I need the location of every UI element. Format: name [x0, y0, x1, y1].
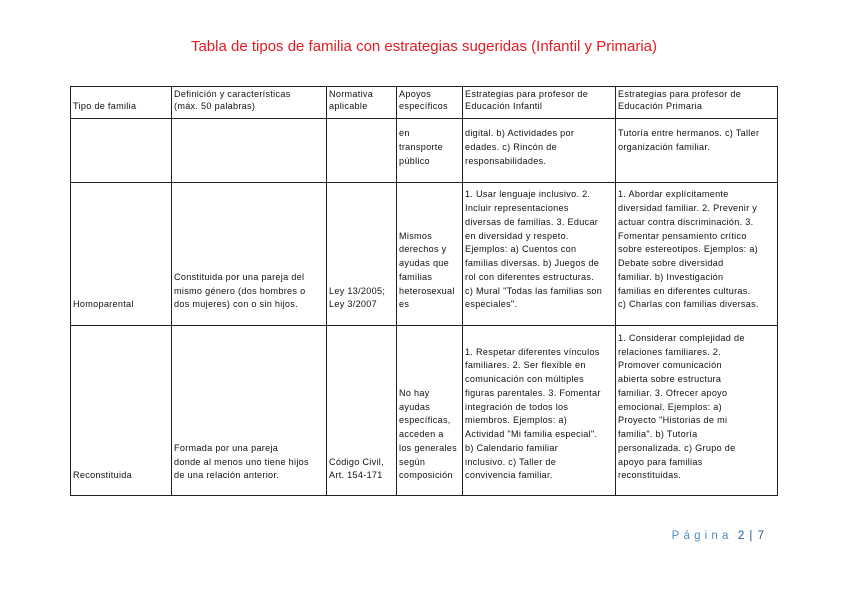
- cell-definicion: [172, 119, 327, 183]
- header-apoyos: Apoyos específicos: [397, 87, 463, 119]
- page-number: 2 | 7: [737, 530, 765, 542]
- cell-estrategias-infantil: 1. Respetar diferentes vínculos familiares. 2. Ser flexible en comunicación con múltiples figuras parentales. 3. Fomentar integración de todos los miembros. Ejemplos: a) Actividad "Mi familia especial". b) Calendario familiar inclusivo. c) Taller de convivencia familiar.: [463, 326, 616, 496]
- cell-definicion: Formada por una pareja donde al menos uno tiene hijos de una relación anterior.: [172, 326, 327, 496]
- header-estrategias-infantil: Estrategias para profesor de Educación Infantil: [463, 87, 616, 119]
- cell-estrategias-primaria: 1. Considerar complejidad de relaciones familiares. 2. Promover comunicación abierta sobre estructura familiar. 3. Ofrecer apoyo emocional. Ejemplos: a) Proyecto "Historias de mi familia". b) Tutoría personalizada. c) Grupo de apoyo para familias reconstituidas.: [616, 326, 778, 496]
- table-row-reconstituida: [71, 326, 778, 496]
- page-label: Página: [671, 530, 733, 542]
- header-normativa: Normativa aplicable: [327, 87, 397, 119]
- cell-estrategias-primaria: Tutoría entre hermanos. c) Taller organización familiar.: [616, 119, 778, 183]
- header-definicion: Definición y características (máx. 50 palabras): [172, 87, 327, 119]
- cell-normativa: Ley 13/2005; Ley 3/2007: [327, 183, 397, 326]
- cell-definicion: Constituida por una pareja del mismo género (dos hombres o dos mujeres) con o sin hijos.: [172, 183, 327, 326]
- page-footer: [672, 528, 765, 544]
- cell-tipo: [71, 119, 172, 183]
- cell-normativa: Código Civil, Art. 154-171: [327, 326, 397, 496]
- cell-apoyos: No hay ayudas específicas, acceden a los generales según composición: [397, 326, 463, 496]
- header-estrategias-primaria: Estrategias para profesor de Educación Primaria: [616, 87, 778, 119]
- cell-apoyos: en transporte público: [397, 119, 463, 183]
- table-header-row: [71, 87, 778, 119]
- cell-tipo: Homoparental: [71, 183, 172, 326]
- table-row-homoparental: [71, 183, 778, 326]
- cell-normativa: [327, 119, 397, 183]
- header-tipo-de-familia: Tipo de familia: [71, 87, 172, 119]
- cell-estrategias-primaria: 1. Abordar explícitamente diversidad familiar. 2. Prevenir y actuar contra discriminación. 3. Fomentar pensamiento crítico sobre estereotipos. Ejemplos: a) Debate sobre diversidad familiar. b) Investigación familias en diferentes culturas. c) Charlas con familias diversas.: [616, 183, 778, 326]
- cell-tipo: Reconstituida: [71, 326, 172, 496]
- table-row-continued: [71, 119, 778, 183]
- cell-estrategias-infantil: digital. b) Actividades por edades. c) Rincón de responsabilidades.: [463, 119, 616, 183]
- page-title: Tabla de tipos de familia con estrategias sugeridas (Infantil y Primaria): [190, 38, 658, 55]
- cell-estrategias-infantil: 1. Usar lenguaje inclusivo. 2. Incluir representaciones diversas de familias. 3. Educar en diversidad y respeto. Ejemplos: a) Cuentos con familias diversas. b) Juegos de rol con diferentes estructuras. c) Mural "Todas las familias son especiales".: [463, 183, 616, 326]
- cell-apoyos: Mismos derechos y ayudas que familias heterosexual es: [397, 183, 463, 326]
- family-types-table: [70, 86, 778, 496]
